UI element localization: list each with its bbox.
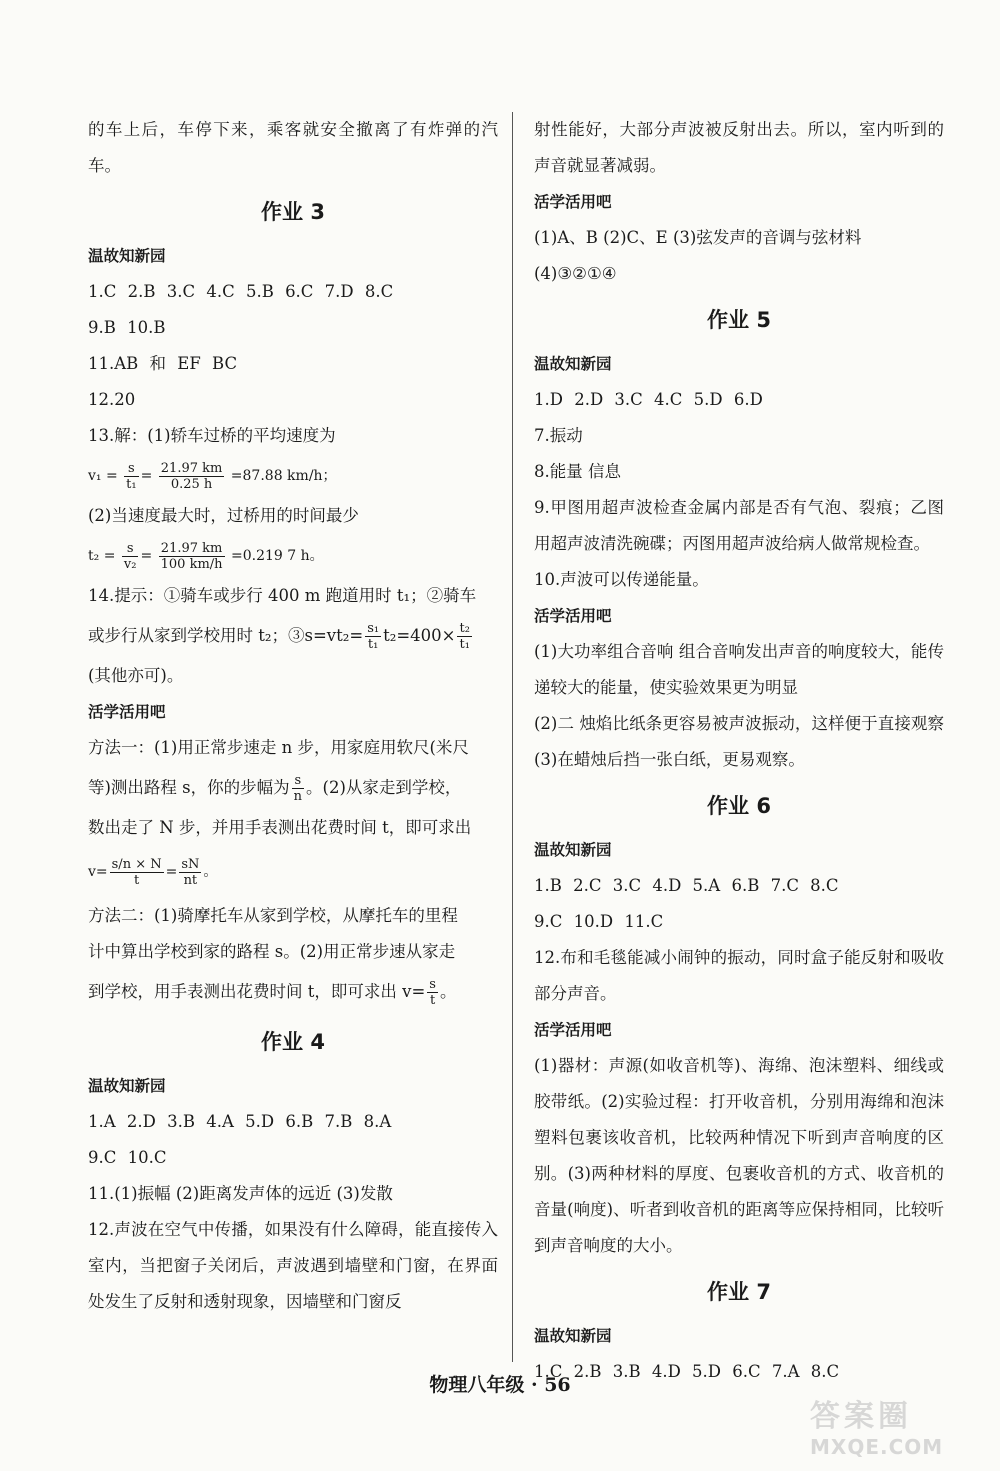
text-segment: 等)测出路程 s，你的步幅为 [88, 778, 290, 797]
numerator: s [292, 773, 304, 789]
hw6-title: 作业 6 [707, 794, 771, 818]
hw7-title: 作业 7 [707, 1280, 771, 1304]
hw4-apply-a: (1)A、B (2)C、E (3)弦发声的音调与弦材料 [534, 228, 862, 247]
hw3-mc-row-2: 9.B 10.B [88, 318, 166, 337]
right-column [534, 112, 944, 1390]
hw6-mc-row-1: 1.B 2.C 3.C 4.D 5.A 6.B 7.C 8.C [534, 876, 839, 895]
hw5-apply-2: (2)二 烛焰比纸条更容易被声波振动，这样便于直接观察 (3)在蜡烛后挡一张白纸，更易观察。 [534, 714, 944, 769]
left-column [88, 112, 498, 1320]
fraction [110, 857, 164, 888]
hw6-apply-label: 活学活用吧 [534, 1021, 612, 1039]
text-segment: 。 [439, 982, 457, 1001]
hw6-mc-row-2: 9.C 10.D 11.C [534, 912, 664, 931]
denominator: nt [183, 872, 198, 888]
fraction [292, 773, 304, 804]
hw6-apply-1: (1)器材：声源(如收音机等)、海绵、泡沫塑料、细线或胶带纸。(2)实验过程：打开收音机，分别用海绵和泡沫塑料包裹该收音机，比较两种情况下听到声音响度的区别。(3)两种材料的厚度、包裹收音机的方式、收音机的音量(响度)、听者到收音机的距离等应保持相同，比较听到声音响度的大小。 [534, 1056, 944, 1255]
formula-t2: t₂ = $\frac{s}{\text{v₂}}$ = $\frac{21.97 km}{100 km/h}$ =0.219 7 h。 [88, 540, 324, 572]
text-segment: 。 [203, 864, 218, 880]
hw7-review-label: 温故知新园 [534, 1327, 612, 1345]
numerator: s₁ [367, 621, 380, 636]
method1-line2 [88, 766, 498, 810]
hw4-review-label: 温故知新园 [88, 1077, 166, 1095]
hw5-answer-9: 9.甲图用超声波检查金属内部是否有气泡、裂痕；乙图用超声波清洗碗碟；丙图用超声波给病人做常规检查。 [534, 498, 944, 553]
fraction [365, 621, 381, 652]
formula-v-lhs: v= [88, 864, 108, 880]
hw3-answer-13b: (2)当速度最大时，过桥用的时间最少 [88, 506, 359, 525]
hw3-apply-label: 活学活用吧 [88, 703, 166, 721]
page-footer: 物理八年级 · 56 [429, 1374, 571, 1396]
hw4-apply-b: (4)③②①④ [534, 264, 617, 283]
hw3-answer-14a: 14.提示：①骑车或步行 400 m 跑道用时 t₁；②骑车 [88, 586, 477, 605]
denominator: t [430, 993, 436, 1008]
fraction [124, 461, 138, 492]
column-divider [512, 112, 513, 1362]
hw3-review-label: 温故知新园 [88, 247, 166, 265]
numerator: s [124, 461, 138, 477]
hw4-answer-12: 12.声波在空气中传播，如果没有什么障碍，能直接传入室内，当把窗子关闭后，声波遇到墙壁和门窗，在界面处发生了反射和透射现象，因墙壁和门窗反 [88, 1220, 498, 1311]
hw4-answer-12-cont: 射性能好，大部分声波被反射出去。所以，室内听到的声音就显著减弱。 [534, 120, 944, 175]
intro-text: 的车上后，车停下来，乘客就安全撤离了有炸弹的汽车。 [88, 120, 498, 175]
text-segment: 。(2)从家走到学校， [306, 778, 462, 797]
numerator: t₂ [459, 621, 470, 636]
hw3-title: 作业 3 [261, 200, 325, 224]
formula-v1-rhs: =87.88 km/h； [230, 468, 337, 484]
hw6-answer-12: 12.布和毛毯能减小闹钟的振动，同时盒子能反射和吸收部分声音。 [534, 948, 944, 1003]
hw4-title: 作业 4 [261, 1030, 325, 1054]
numerator: 21.97 km [160, 460, 223, 476]
hw5-answer-8: 8.能量 信息 [534, 462, 621, 481]
hw5-answer-10: 10.声波可以传递能量。 [534, 570, 709, 589]
hw4-mc-row-1: 1.A 2.D 3.B 4.A 5.D 6.B 7.B 8.A [88, 1112, 392, 1131]
watermark-mark: 答案圈 [810, 1399, 912, 1434]
method2-line2: 计中算出学校到家的路程 s。(2)用正常步速从家走 [88, 942, 456, 961]
hw3-answer-11: 11.AB 和 EF BC [88, 354, 238, 373]
denominator: n [293, 789, 303, 804]
fraction [427, 977, 438, 1008]
method1-line3: 数出走了 N 步，并用手表测出花费时间 t，即可求出 [88, 818, 472, 837]
text-segment: 到学校，用手表测出花费时间 t，即可求出 v= [88, 982, 426, 1001]
method1-line1: 方法一：(1)用正常步速走 n 步，用家庭用软尺(米尺 [88, 738, 469, 757]
hw6-review-label: 温故知新园 [534, 841, 612, 859]
text-segment: 或步行从家到学校用时 t₂；③s=vt₂= [88, 626, 364, 645]
method2-line3 [88, 970, 498, 1014]
numerator: sN [181, 856, 200, 872]
denominator: t₁ [367, 637, 379, 652]
hw3-mc-row-1: 1.C 2.B 3.C 4.C 5.B 6.C 7.D 8.C [88, 282, 394, 301]
hw3-answer-14c: (其他亦可)。 [88, 666, 184, 685]
formula-t2-rhs: =0.219 7 h。 [230, 548, 324, 564]
denominator: 0.25 h [170, 476, 213, 492]
fraction [122, 541, 139, 572]
hw4-mc-row-2: 9.C 10.C [88, 1148, 167, 1167]
fraction [159, 541, 225, 572]
text-segment: t₂=400× [383, 626, 456, 645]
denominator: t [134, 872, 140, 888]
hw3-answer-12: 12.20 [88, 390, 136, 409]
hw3-answer-14b [88, 614, 498, 658]
hw4-answer-11: 11.(1)振幅 (2)距离发声体的远近 (3)发散 [88, 1184, 393, 1203]
watermark-url: MXQE.COM [810, 1435, 944, 1459]
hw5-apply-label: 活学活用吧 [534, 607, 612, 625]
formula-t2-lhs: t₂ = [88, 548, 116, 564]
hw5-title: 作业 5 [707, 308, 771, 332]
denominator: 100 km/h [160, 556, 223, 572]
hw7-mc-row-1: 1.C 2.B 3.B 4.D 5.D 6.C 7.A 8.C [534, 1362, 840, 1381]
hw5-review-label: 温故知新园 [534, 355, 612, 373]
numerator: s [122, 541, 139, 557]
formula-v: v= $\frac{s/n \times N}{t}$ = $\frac{sN}{nt}$ 。 [88, 856, 218, 888]
fraction [159, 461, 225, 492]
numerator: s/n × N [111, 856, 162, 872]
denominator: t₁ [459, 637, 470, 652]
hw5-apply-1: (1)大功率组合音响 组合音响发出声音的响度较大，能传递较大的能量，使实验效果更为明显 [534, 642, 944, 697]
watermark-logo [810, 1400, 990, 1466]
fraction [457, 621, 471, 652]
hw4-apply-label: 活学活用吧 [534, 193, 612, 211]
hw5-answer-7: 7.振动 [534, 426, 583, 445]
numerator: 21.97 km [159, 541, 225, 557]
fraction [179, 857, 201, 888]
formula-v1-lhs: v₁ = [88, 468, 118, 484]
hw3-answer-13: 13.解：(1)轿车过桥的平均速度为 [88, 426, 336, 445]
numerator: s [429, 977, 436, 992]
method2-line1: 方法二：(1)骑摩托车从家到学校，从摩托车的里程 [88, 906, 458, 925]
hw5-mc-row-1: 1.D 2.D 3.C 4.C 5.D 6.D [534, 390, 763, 409]
formula-v1: v₁ = $\frac{s}{\text{t₁}}$ = $\frac{21.97 km}{0.25 h}$ =87.88 km/h； [88, 460, 337, 492]
denominator: t₁ [126, 476, 137, 492]
denominator: v₂ [123, 556, 137, 572]
